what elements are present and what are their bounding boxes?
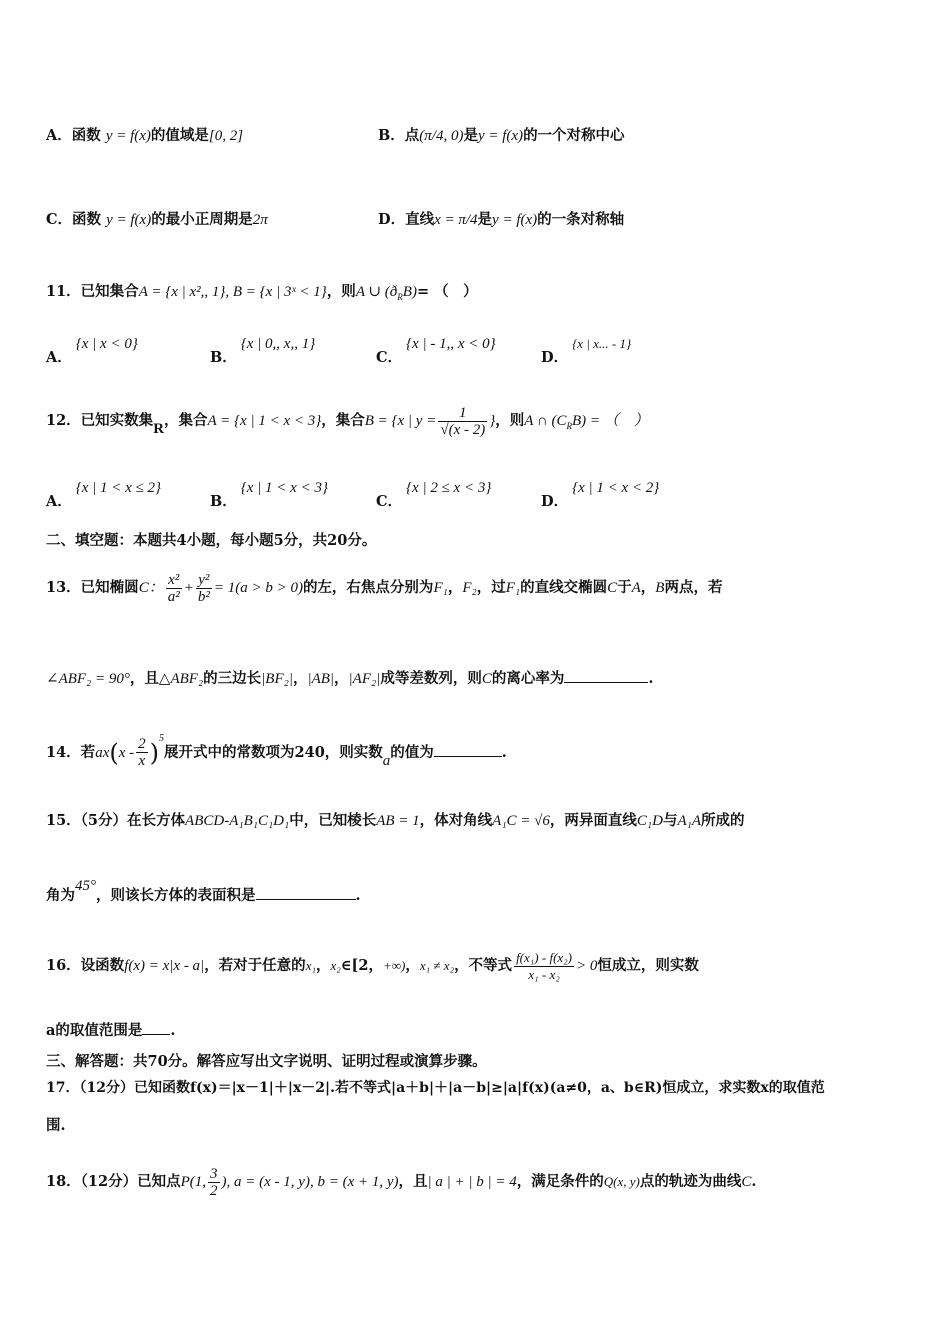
q11-b-label: B．	[210, 349, 237, 366]
q14-a: a	[382, 752, 391, 769]
q16-end: .	[170, 1022, 176, 1039]
q16-inf: +∞)	[382, 958, 406, 973]
q13-frac1-num: x²	[166, 572, 182, 589]
q18-frac	[208, 1166, 220, 1199]
q12-c-math: {x | 2 ≤ x < 3}	[406, 480, 492, 496]
q13-text4: 于	[617, 579, 632, 596]
q11-a-label: A．	[46, 349, 72, 366]
q16-neq: x₁ ≠ x₂	[419, 958, 455, 973]
q10-a-text: 的值域是	[150, 127, 209, 144]
q11-sub: R	[397, 291, 403, 302]
q18-stem-text: 18．（12分）已知点	[46, 1173, 181, 1190]
q15-math4: C₁D	[636, 813, 663, 829]
q11-math1: A = {x | x²,, 1}, B = {x | 3ˣ < 1}	[138, 284, 327, 300]
q12-b-math: {x | 1 < x < 3}	[240, 480, 328, 496]
q11-option-d	[541, 336, 632, 366]
q15-text3: ，两异面直线	[549, 812, 637, 829]
q16-line1	[46, 944, 699, 988]
q15-line1	[46, 811, 745, 831]
q15-math5: A₁A	[677, 813, 702, 829]
q12-sub: R	[566, 420, 572, 431]
q12-d-math: {x | 1 < x < 2}	[572, 480, 660, 496]
q16-gt: > 0	[576, 958, 598, 974]
q13-F2: F₂	[462, 580, 477, 596]
q12-math2b: }	[489, 413, 496, 429]
q12-a-math: {x | 1 < x ≤ 2}	[75, 480, 162, 496]
q13-A: A	[631, 580, 641, 596]
q11-b-math: {x | 0,, x,, 1}	[240, 336, 316, 352]
q14-text1: 展开式中的常数项为240，则实数	[164, 743, 383, 761]
section3-heading: 三、解答题：共70分。解答应写出文字说明、证明过程或演算步骤。	[46, 1053, 487, 1070]
q16-math1: f(x) = x|x - a|	[124, 958, 205, 974]
q13-math1: C：	[138, 580, 164, 596]
q11-d-math: {x | x... - 1}	[572, 336, 632, 351]
q13-l2-text3: 成等差数列，则	[380, 670, 482, 687]
q10-c-math1: y = f(x)	[106, 212, 152, 228]
q14-paren-left: (	[109, 738, 119, 767]
q16-line2	[46, 1020, 175, 1041]
q15-stem-text: 15．（5分）在长方体	[46, 812, 186, 829]
q16-sep: ，	[315, 957, 331, 974]
q13-l2-math5: |AF₂|	[348, 671, 381, 687]
q10-c-math2: 2π	[252, 212, 268, 228]
q13-l2-math3: |BF₂|	[261, 671, 293, 687]
q10-option-c	[46, 210, 268, 230]
q13-line2: ∠ABF₂ = 90°，且△ABF₂的三边长|BF₂|，|AB|，|AF₂|成等差数列，则C的离心率为 .	[46, 670, 654, 687]
q13-l2-math1: ∠ABF₂ = 90°	[46, 671, 130, 687]
q17-line2: 围.	[46, 1117, 66, 1134]
q10-option-d	[378, 210, 624, 230]
q14-frac-den: x	[138, 753, 146, 770]
q14-pow: 5	[159, 733, 165, 744]
q14-line	[46, 726, 507, 776]
q11-c-label: C．	[376, 349, 403, 366]
q10-c-label: C．函数	[46, 211, 102, 228]
q18-text1: ，且	[398, 1173, 428, 1190]
q11-stem	[46, 282, 478, 307]
q13-frac2	[196, 572, 212, 605]
q13-l2-C: C	[481, 671, 492, 687]
q18-line	[46, 1160, 756, 1204]
q13-text2: ，过	[476, 579, 506, 596]
q11-option-a	[46, 336, 138, 366]
q12-stem-text: 12．已知实数集	[46, 412, 154, 429]
q12-option-d	[541, 480, 660, 510]
q14-answer-blank[interactable]	[434, 742, 502, 757]
q15-math2: AB = 1	[376, 813, 420, 829]
q10-d-math2: y = f(x)	[492, 212, 538, 228]
q18-math4: Q(x, y)	[603, 1174, 640, 1189]
q18-math5: C	[741, 1174, 752, 1190]
q15-text5: 所成的	[701, 812, 745, 829]
q15-math1: ABCD-A₁B₁C₁D₁	[185, 813, 290, 829]
q15-l2-math: 45°	[75, 878, 96, 894]
q15-math3: A₁C = √6	[492, 813, 550, 829]
q10-b-text2: 的一个对称中心	[523, 127, 625, 144]
q16-frac	[514, 950, 574, 983]
q12-d-label: D．	[541, 493, 569, 510]
q10-a-label: A．函数	[46, 127, 101, 144]
q11-option-b	[210, 336, 316, 366]
q14-math1: ax	[95, 744, 110, 761]
q16-stem-text: 16．设函数	[46, 957, 125, 974]
q15-answer-blank[interactable]	[256, 885, 356, 900]
q18-frac-num: 3	[210, 1165, 218, 1182]
q11-text2: ，则	[326, 283, 356, 300]
q18-math2: ), a = (x - 1, y), b = (x + 1, y)	[221, 1174, 399, 1190]
q10-b-math2: y = f(x)	[477, 128, 524, 144]
q13-end: .	[648, 670, 654, 687]
q13-F1b: F₁	[505, 580, 521, 596]
q13-stem-text: 13．已知椭圆	[46, 579, 139, 596]
q12-a-label: A．	[46, 493, 72, 510]
q16-text5: 恒成立，则实数	[597, 957, 699, 974]
q12-b-label: B．	[210, 493, 237, 510]
q10-d-label: D．直线	[378, 211, 435, 228]
q13-l2-text4: 的离心率为	[491, 670, 565, 687]
q16-text4: ，不等式	[454, 957, 513, 974]
q16-answer-blank[interactable]	[142, 1020, 170, 1035]
q13-text1: 的左，右焦点分别为	[302, 579, 434, 596]
q12-fraction	[438, 405, 487, 438]
q15-end: .	[355, 887, 361, 904]
q12-math2a: B = {x | y =	[364, 413, 437, 429]
q10-a-math2: [0, 2]	[208, 128, 244, 144]
q12-option-b	[210, 480, 328, 510]
q11-math3: B)	[402, 284, 417, 300]
q11-text3: = （ ）	[416, 283, 478, 300]
q13-C: C	[607, 580, 618, 596]
q11-c-math: {x | - 1,, x < 0}	[406, 336, 496, 352]
q16-x1: x₁	[305, 958, 316, 973]
q16-frac-num: f(x₁) - f(x₂)	[516, 949, 573, 965]
q16-text1: ，若对于任意的	[204, 957, 306, 974]
q12-frac-num: 1	[438, 405, 487, 422]
q15-text2: ，体对角线	[419, 812, 493, 829]
q14-stem-text: 14．若	[46, 743, 96, 761]
q12-R: R	[153, 421, 165, 437]
q11-option-c	[376, 336, 496, 366]
q15-text4: 与	[662, 812, 678, 829]
q13-frac1-den: a²	[167, 588, 180, 605]
q12-math4: B) = （ ）	[571, 413, 649, 429]
q10-b-label: B．点	[378, 127, 420, 144]
q13-F1: F₁	[433, 580, 448, 596]
q14-inner: x -	[118, 744, 135, 761]
q10-option-b	[378, 126, 625, 146]
q11-stem-text: 11．已知集合	[46, 283, 139, 300]
q13-l2-text1: ，且	[129, 670, 159, 687]
q18-math3: | a | + | b | = 4	[427, 1174, 517, 1190]
q12-math3: A ∩ (C	[524, 413, 567, 429]
q13-l2-math4: |AB|	[307, 671, 335, 687]
q13-frac2-den: b²	[197, 588, 210, 605]
q18-text3: 点的轨迹为曲线	[639, 1173, 742, 1190]
q13-sep2: ，	[640, 579, 656, 596]
q14-text2: 的值为	[390, 743, 434, 761]
q14-end: .	[501, 743, 507, 761]
q12-stem	[46, 400, 649, 447]
q16-x2: x₂	[330, 958, 341, 973]
q13-B: B	[655, 580, 665, 596]
q15-line2	[46, 878, 361, 906]
q10-a-math1: y = f(x)	[105, 128, 151, 144]
q18-text2: ，满足条件的	[516, 1173, 604, 1190]
q10-option-a	[46, 126, 243, 146]
q16-text3: ，	[405, 957, 420, 974]
q12-text2: ，集合	[321, 412, 365, 429]
q13-answer-blank[interactable]	[564, 668, 648, 683]
q10-c-text: 的最小正周期是	[151, 211, 253, 228]
q16-text2: ∈[2，	[340, 957, 383, 974]
q11-math2: A ∪ (ð	[355, 284, 398, 300]
q15-text1: 中，已知棱长	[289, 812, 377, 829]
q15-l2-text1: 角为	[46, 887, 75, 904]
q12-math1: A = {x | 1 < x < 3}	[207, 413, 322, 429]
q16-l2-text: a的取值范围是	[46, 1022, 143, 1039]
q14-frac	[136, 736, 148, 769]
q13-frac2-num: y²	[196, 572, 212, 589]
q18-frac-den: 2	[210, 1182, 218, 1199]
q15-l2-text2: ，则该长方体的表面积是	[96, 887, 256, 904]
q12-option-a	[46, 480, 162, 510]
q16-frac-den: x₁ - x₂	[528, 966, 560, 982]
q18-end: .	[751, 1173, 757, 1190]
q12-text3: ，则	[495, 412, 525, 429]
q12-c-label: C．	[376, 493, 403, 510]
q13-l2-text2: 的三边长	[203, 670, 262, 687]
q10-b-text1: 是	[463, 127, 478, 144]
q12-frac-den: √(x - 2)	[440, 421, 486, 438]
q10-d-text1: 是	[477, 211, 493, 228]
q11-a-math: {x | x < 0}	[75, 336, 138, 352]
q13-math2: = 1(a > b > 0)	[213, 580, 303, 596]
q14-paren-right: )	[149, 738, 160, 767]
q13-frac1	[166, 572, 182, 605]
q13-sep: ，	[447, 579, 463, 596]
q10-d-math1: x = π/4	[434, 212, 478, 228]
q13-text5: 两点，若	[664, 579, 723, 596]
q10-b-math1: (π/4, 0)	[419, 128, 464, 144]
q13-text3: 的直线交椭圆	[520, 579, 608, 596]
q14-frac-num: 2	[138, 736, 146, 753]
q11-d-label: D．	[541, 349, 569, 366]
q17-line1: 17．（12分）已知函数f(x)＝|x－1|＋|x－2|.若不等式|a＋b|＋|a－b|≥|a|f(x)(a≠0，a、b∈R)恒成立，求实数x的取值范	[46, 1080, 825, 1096]
q10-d-text2: 的一条对称轴	[537, 211, 625, 228]
q13-l2-math2: △ABF₂	[158, 671, 204, 687]
q12-option-c	[376, 480, 492, 510]
q18-math1: P(1,	[180, 1174, 207, 1190]
section2-heading: 二、填空题：本题共4小题，每小题5分，共20分。	[46, 532, 377, 549]
q12-text1: ，集合	[164, 412, 208, 429]
q13-plus: +	[183, 580, 194, 596]
q13-line1	[46, 566, 722, 610]
